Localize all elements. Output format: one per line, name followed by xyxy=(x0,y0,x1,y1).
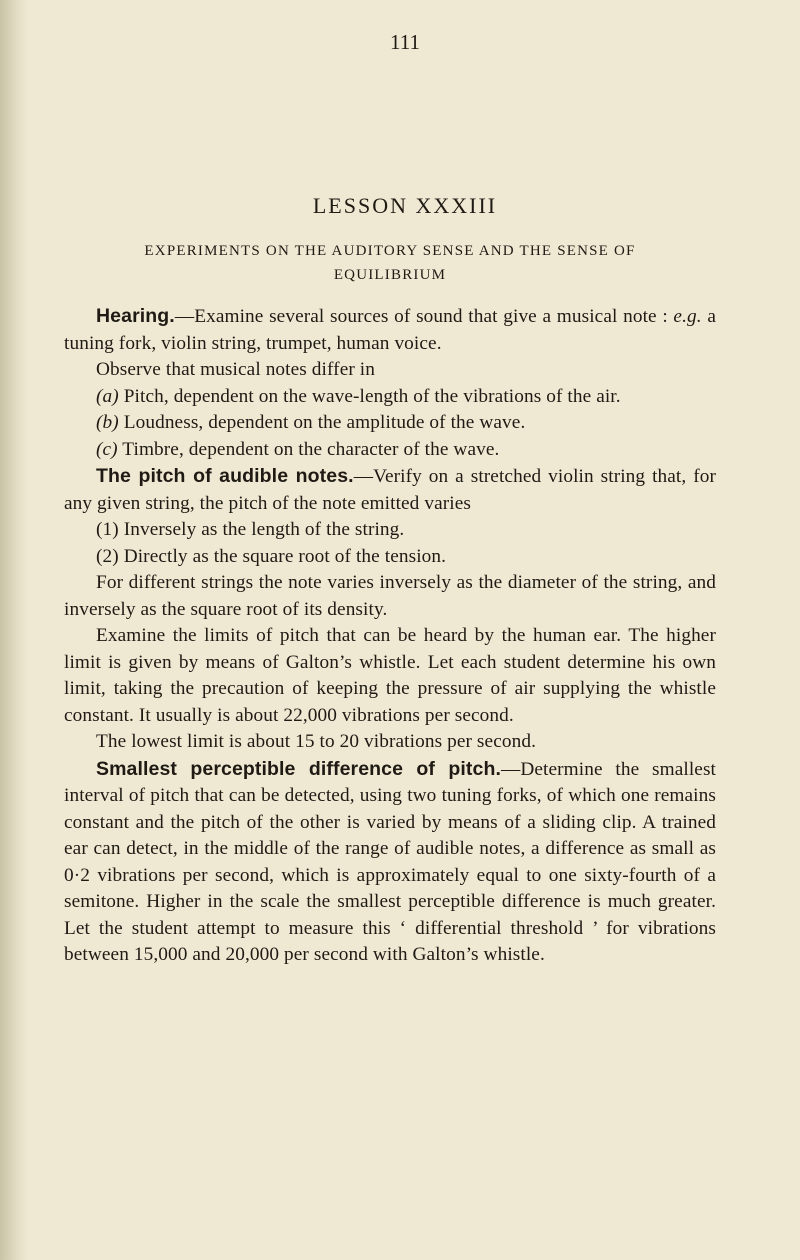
pitch-item-2: (2) Directly as the square root of the tension. xyxy=(96,545,447,567)
item-a-text: Pitch, dependent on the wave-length of the vibrations of the air. xyxy=(123,385,621,407)
pitch-item-1: (1) Inversely as the length of the string. xyxy=(96,519,405,540)
pitch-text: —Verify on a stretched violin string that, for any given string, the pitch of the note emitted varies xyxy=(64,466,716,514)
book-page xyxy=(64,30,716,969)
hearing-paragraph xyxy=(64,303,716,357)
pitch-paragraph xyxy=(64,463,716,517)
item-c-label: (c) xyxy=(96,438,118,460)
item-a-label: (a) xyxy=(96,385,119,407)
page-edge-shadow xyxy=(0,0,28,1260)
item-c-text: Timbre, dependent on the character of the wave. xyxy=(122,438,500,460)
subtitle-line-2: EQUILIBRIUM xyxy=(333,267,447,283)
item-b-text: Loudness, dependent on the amplitude of the wave. xyxy=(123,412,526,433)
lowest-limit-line: The lowest limit is about 15 to 20 vibrations per second. xyxy=(96,731,536,752)
pitch-heading: The pitch of audible notes. xyxy=(96,465,354,487)
page-number: 111 xyxy=(390,30,420,54)
lesson-body xyxy=(64,303,716,969)
smallest-text: —Determine the smallest interval of pitch that can be detected, using two tuning forks, of which one remains constant and the pitch of the other is varied by means of a sliding clip. A trained ear can detect, in the middle of the range of audible notes, a difference as small as 0·2 vibrations per second, which is approximately equal to one sixty-fourth of a semitone. Higher in the scale the smallest perceptible difference is much greater. Let the student attempt to measure this ‘ differential threshold ’ for vibrations between 15,000 and 20,000 per second with Galton’s whistle. xyxy=(64,758,717,965)
eg-abbrev: e.g. xyxy=(673,306,702,327)
limits-paragraph: Examine the limits of pitch that can be heard by the human ear. The higher limit is given by means of Galton’s whistle. Let each student determine his own limit, taking the precaution of keeping the pressure of air supplying the whistle constant. It usually is about 22,000 vibrations per second. xyxy=(64,625,716,726)
different-strings-paragraph: For different strings the note varies inversely as the diameter of the string, and inversely as the square root of its density. xyxy=(64,572,716,620)
hearing-heading: Hearing. xyxy=(96,305,175,327)
subtitle-line-1: EXPERIMENTS ON THE AUDITORY SENSE AND THE SENSE OF xyxy=(144,243,636,259)
item-b xyxy=(64,410,716,437)
item-c xyxy=(64,437,716,464)
hearing-text-b: a tuning fork, violin string, trumpet, human voice. xyxy=(64,306,716,354)
smallest-difference-paragraph xyxy=(64,756,716,969)
smallest-heading: Smallest perceptible difference of pitch. xyxy=(96,757,501,780)
lesson-subtitle xyxy=(64,239,716,287)
lesson-title: LESSON XXXIII xyxy=(312,193,498,218)
item-a xyxy=(64,384,716,411)
observe-line: Observe that musical notes differ in xyxy=(96,359,375,380)
hearing-text-a: —Examine several sources of sound that give a musical note : xyxy=(174,306,668,327)
item-b-label: (b) xyxy=(96,412,119,433)
